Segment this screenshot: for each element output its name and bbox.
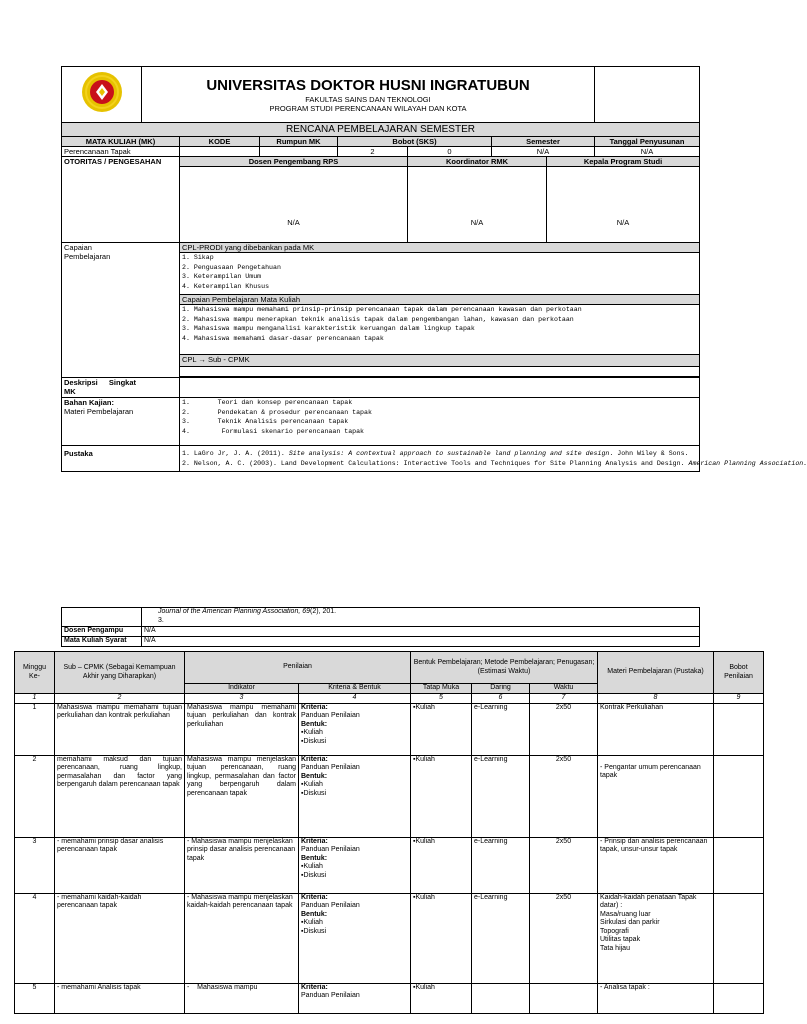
materi-item: Topografi [600,927,629,935]
val-rumpun [260,147,338,157]
cpl-title: CPL-PRODI yang dibebankan pada MK [180,243,700,253]
col-number: 6 [472,694,530,704]
kriteria-cell [299,755,411,837]
cpl-item: 2. Penguasaan Pengetahuan [182,263,281,271]
daring-cell: e-Learning [472,703,530,755]
h-materi: Materi Pembelajaran (Pustaka) [598,652,714,694]
daring-cell: e-Learning [472,837,530,893]
authority-col-koordinator: Koordinator RMK [408,157,547,167]
study-item: 3. Teknik Analisis perencanaan tapak [182,418,349,425]
study-label-2: Materi Pembelajaran [64,407,134,416]
ref2-publisher: American Planning Association. [688,459,807,467]
journal-volume: (2), 201. [310,608,337,615]
kriteria-cell [299,837,411,893]
val-semester: N/A [492,147,595,157]
bentuk-label: Bentuk: [301,854,328,862]
page2-header-table [61,607,700,647]
bentuk-item: ▪ Diskusi [301,872,408,881]
cpl-list [180,253,700,295]
val-bobot-p: 0 [408,147,492,157]
learning-label: Capaian Pembelajaran [64,243,111,261]
h-waktu: Waktu [530,684,598,694]
authority-col-dosen: Dosen Pengembang RPS [180,157,408,167]
subcpmk-blank [180,367,700,377]
kriteria-cell [299,893,411,983]
cpmk-item: 4. Mahasiswa memahami dasar-dasar perencanaan tapak [182,334,384,342]
ref1-publisher: . John Wiley & Sons. [609,450,689,457]
panduan-text: Panduan Penilaian [301,712,360,719]
sub-cpmk-text: Mahasiswa mampu memahami tujuan perkuliahan dan kontrak perkuliahan [55,703,185,755]
authority-val-dosen: N/A [180,167,408,243]
pustaka-item-2 [182,459,807,469]
authority-label: OTORITAS / PENGESAHAN [62,157,180,243]
waktu-cell: 2x50 [530,893,598,983]
week-number: 2 [15,755,55,837]
panduan-text: Panduan Penilaian [301,846,360,853]
tatap-item: ▪ Kuliah [413,984,469,993]
study-item: 2. Pendekatan & prosedur perencanaan tapak [182,408,372,416]
bentuk-label: Bentuk: [301,772,328,780]
col-mata-kuliah: MATA KULIAH (MK) [62,137,180,147]
sub-cpmk-text: - memahami kaidah-kaidah perencanaan tapak [55,893,185,983]
sub-cpmk-text: memahami maksud dan tujuan perencanaan, ruang lingkup, permasalahan dan factor yang berpengaruh dalam perencanaan tapak [55,755,185,837]
authority-col-kaprodi: Kepala Program Studi [547,157,700,167]
description-value [180,378,700,398]
materi-intro: Kaidah-kaidah penataan Tapak datar) : [600,893,697,909]
col-semester: Semester [492,137,595,147]
h-bentuk: Bentuk Pembelajaran; Metode Pembelajaran; Penugasan; (Estimasi Waktu) [411,652,598,684]
daring-cell [472,983,530,1013]
tatap-item: ▪ Kuliah [413,704,469,713]
val-tanggal: N/A [595,147,700,157]
schedule-row [15,755,764,837]
materi-cell: - Pengantar umum perencanaan tapak [598,755,714,837]
tatap-muka-cell [411,893,472,983]
study-item: 1. Teori dan konsep perencanaan tapak [182,399,353,406]
week-number: 1 [15,703,55,755]
materi-cell: - Analisa tapak : [598,983,714,1013]
col-tanggal: Tanggal Penyusunan [595,137,700,147]
materi-item: Utilitas tapak [600,936,641,943]
university-logo-cell [62,67,142,123]
indikator-text: Mahasiswa mampu menjelaskan tujuan perencanaan, ruang lingkup, permasalahan dan factor yang berpengaruh dalam perencanaan tapak [185,755,299,837]
kriteria-label: Kriteria: [301,755,328,763]
h-tatap-muka: Tatap Muka [411,684,472,694]
kriteria-label: Kriteria: [301,837,328,845]
rps-header-table [61,66,807,472]
col-number: 3 [185,694,299,704]
faculty-name: FAKULTAS SAINS DAN TEKNOLOGI [305,94,431,104]
bentuk-item: ▪ Diskusi [301,790,408,799]
kriteria-cell [299,983,411,1013]
bentuk-item: ▪ Kuliah [301,919,408,928]
panduan-text: Panduan Penilaian [301,902,360,909]
daring-cell: e-Learning [472,755,530,837]
tatap-muka-cell [411,983,472,1013]
kriteria-label: Kriteria: [301,983,328,991]
bentuk-label: Bentuk: [301,910,328,918]
cpl-item: 3. Keterampilan Umum [182,273,262,280]
col-number: 5 [411,694,472,704]
col-number: 1 [15,694,55,704]
h-minggu: Minggu Ke- [15,652,55,694]
materi-cell [598,893,714,983]
bentuk-item: ▪ Diskusi [301,928,408,937]
tatap-item: ▪ Kuliah [413,894,469,903]
waktu-cell [530,983,598,1013]
col-number: 4 [299,694,411,704]
cpmk-item: 1. Mahasiswa mampu memahami prinsip-prinsip perencanaan tapak dalam perencanaan kawasan dan perkotaan [182,306,582,313]
ref1-title: Site analysis: A contextual approach to sustainable land planning and site design [288,450,610,457]
cpmk-item: 2. Mahasiswa mampu menerapkan teknik analisis tapak dalam pengembangan lahan, kawasan dan perkotaan [182,315,574,323]
subcpmk-title: CPL → Sub - CPMK [180,355,700,367]
schedule-row [15,893,764,983]
val-bobot-t: 2 [338,147,408,157]
study-label-cell [62,398,180,446]
tatap-muka-cell [411,837,472,893]
materi-item: Tata hijau [600,944,630,952]
dosen-value: N/A [142,627,700,637]
cpl-item: 1. Sikap [182,254,214,261]
sub-cpmk-text: - memahami Analisis tapak [55,983,185,1013]
title-cell [142,67,595,123]
waktu-cell: 2x50 [530,755,598,837]
ref2-text: 2. Nelson, A. C. (2003). Land Development Calculations: Interactive Tools and Techniques for Site Planning Analysis and Design. [182,459,689,467]
tatap-item: ▪ Kuliah [413,838,469,847]
cpmk-title: Capaian Pembelajaran Mata Kuliah [180,295,700,305]
schedule-row [15,837,764,893]
h-sub-cpmk: Sub – CPMK (Sebagai Kemampuan Akhir yang Diharapkan) [55,652,185,694]
indikator-text: - Mahasiswa mampu menjelaskan prinsip dasar analisis perencanaan tapak [185,837,299,893]
h-indikator: Indikator [185,684,299,694]
university-logo [64,67,140,117]
doc-title: RENCANA PEMBELAJARAN SEMESTER [62,123,700,137]
indikator-text: Mahasiswa mampu memahami tujuan perkuliahan dan kontrak perkuliahan [185,703,299,755]
sub-cpmk-text: - memahami prinsip dasar analisis perencanaan tapak [55,837,185,893]
authority-val-koordinator: N/A [408,167,547,243]
h-kriteria: Kriteria & Bentuk [299,684,411,694]
waktu-cell: 2x50 [530,837,598,893]
cpl-item: 4. Keterampilan Khusus [182,282,270,290]
bobot-cell [714,893,764,983]
col-bobot: Bobot (SKS) [338,137,492,147]
panduan-text: Panduan Penilaian [301,992,360,999]
bentuk-item: ▪ Kuliah [301,729,408,738]
bentuk-item: ▪ Kuliah [301,863,408,872]
pustaka-label: Pustaka [62,446,180,472]
col-number: 9 [714,694,764,704]
panduan-text: Panduan Penilaian [301,764,360,771]
indikator-text: - Mahasiswa mampu menjelaskan kaidah-kaidah perencanaan tapak [185,893,299,983]
description-label: Deskripsi Singkat MK [64,378,136,396]
kriteria-label: Kriteria: [301,893,328,901]
col-kode: KODE [180,137,260,147]
pustaka-list [180,446,807,472]
kriteria-cell [299,703,411,755]
daring-cell: e-Learning [472,893,530,983]
bobot-cell [714,837,764,893]
h-penilaian: Penilaian [185,652,411,684]
bobot-cell [714,983,764,1013]
col-rumpun: Rumpun MK [260,137,338,147]
kriteria-label: Kriteria: [301,703,328,711]
ref1-author: 1. LaGro Jr, J. A. (2011). [182,450,289,457]
pustaka-continued [142,608,700,627]
indikator-text: - Mahasiswa mampu [185,983,299,1013]
val-kode [180,147,260,157]
study-item: 4. Formulasi skenario perencanaan tapak [182,427,365,435]
tatap-item: ▪ Kuliah [413,756,469,765]
bobot-cell [714,703,764,755]
materi-cell: Kontrak Perkuliahan [598,703,714,755]
cpmk-list [180,305,700,355]
col-number: 7 [530,694,598,704]
authority-val-kaprodi: N/A [547,167,700,243]
study-label-1: Bahan Kajian: [64,398,115,407]
schedule-row [15,703,764,755]
title-right-cell [595,67,700,123]
pustaka-item-1 [182,449,697,459]
learning-label-cell [62,243,180,378]
h-daring: Daring [472,684,530,694]
dosen-label: Dosen Pengampu [62,627,142,637]
week-number: 4 [15,893,55,983]
week-number: 5 [15,983,55,1013]
week-number: 3 [15,837,55,893]
university-name: UNIVERSITAS DOKTOR HUSNI INGRATUBUN [206,76,530,94]
materi-cell: - Prinsip dan analisis perencanaan tapak, unsur-unsur tapak [598,837,714,893]
materi-item: Masa/ruang luar [600,910,651,918]
materi-item: Sirkulasi dan parkir [600,919,660,926]
waktu-cell: 2x50 [530,703,598,755]
syarat-label: Mata Kuliah Syarat [62,637,142,647]
pustaka-item-3: 3. [158,616,164,624]
schedule-row [15,983,764,1013]
cpmk-item: 3. Mahasiswa mampu menganalisi karakteristik keruangan dalam lingkup tapak [182,325,475,332]
program-name: PROGRAM STUDI PERENCANAAN WILAYAH DAN KOTA [269,103,467,113]
bentuk-item: ▪ Diskusi [301,738,408,747]
tatap-muka-cell [411,703,472,755]
h-bobot: Bobot Penilaian [714,652,764,694]
bobot-cell [714,755,764,837]
description-label-cell [62,378,180,398]
tatap-muka-cell [411,755,472,837]
val-mata-kuliah: Perencanaan Tapak [62,147,180,157]
schedule-table [14,651,764,1014]
col-number: 8 [598,694,714,704]
syarat-value: N/A [142,637,700,647]
bentuk-label: Bentuk: [301,720,328,728]
journal-name: Journal of the American Planning Association, 69 [158,608,311,615]
bentuk-item: ▪ Kuliah [301,781,408,790]
col-number: 2 [55,694,185,704]
study-list [180,398,700,446]
